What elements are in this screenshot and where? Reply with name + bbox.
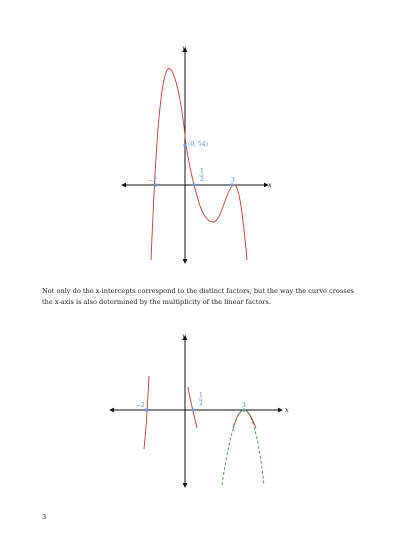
intercept-neg2-label: −2 <box>136 402 145 409</box>
intercept-half-marker <box>191 408 194 411</box>
x-axis-label: x <box>285 406 289 414</box>
explanation-paragraph: Not only do the x-intercepts correspond to the distinct factors, but the way the curve crosses the x-axis is also determined by the multiplicity of the linear factors. <box>42 287 354 306</box>
parabola-approx <box>222 410 264 485</box>
intercept-half-den: 2 <box>200 176 204 183</box>
local-behavior-neg2 <box>144 376 149 449</box>
intercept-neg2-marker <box>144 408 147 411</box>
intercept-3-label: 3 <box>242 402 246 409</box>
intercept-half-den: 2 <box>199 400 203 407</box>
y-axis-label: y <box>182 332 186 340</box>
intercept-half-num: 1 <box>200 168 204 175</box>
y-intercept-label: (0, 54) <box>188 141 208 148</box>
local-behavior-half <box>188 387 197 428</box>
intercept-half-num: 1 <box>199 392 203 399</box>
x-axis-label: x <box>268 181 272 189</box>
intercept-neg2-label: −2 <box>148 177 157 184</box>
page-number: 3 <box>42 513 47 521</box>
intercept-3-label: 3 <box>231 177 235 184</box>
y-axis-label: y <box>182 44 186 52</box>
